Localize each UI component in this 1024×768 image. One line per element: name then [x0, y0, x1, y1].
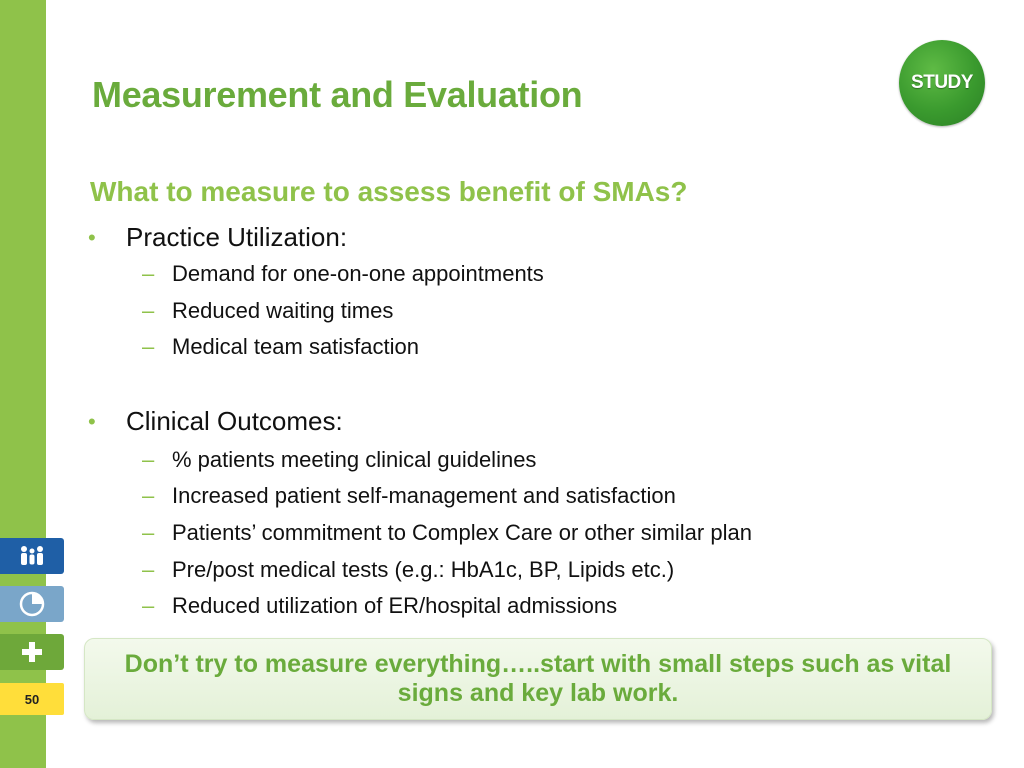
clock-icon-glyph	[19, 591, 45, 617]
sub-bullet	[142, 261, 544, 287]
sub-bullet	[142, 557, 674, 583]
dash: –	[142, 520, 155, 545]
sub-bullet	[142, 593, 617, 619]
sub-bullet	[142, 483, 676, 509]
sub-bullet-text: Reduced waiting times	[172, 298, 394, 323]
people-icon-glyph	[17, 544, 47, 568]
bullet-label: Practice Utilization:	[126, 222, 348, 252]
sub-bullet-text: Pre/post medical tests (e.g.: HbA1c, BP, Lipids etc.)	[172, 557, 675, 582]
sub-bullet	[142, 334, 419, 360]
bullet-label: Clinical Outcomes:	[126, 406, 343, 436]
bullet-dot: •	[88, 224, 96, 250]
clock-icon[interactable]	[0, 586, 64, 622]
dash: –	[142, 447, 155, 472]
dash: –	[142, 557, 155, 582]
study-logo	[899, 40, 985, 126]
bullet-practice-utilization	[88, 222, 347, 253]
dash: –	[142, 298, 155, 323]
dash: –	[142, 261, 155, 286]
sub-bullet-text: Medical team satisfaction	[172, 334, 419, 359]
sub-bullet-text: % patients meeting clinical guidelines	[172, 447, 537, 472]
sub-bullet	[142, 447, 536, 473]
people-icon[interactable]	[0, 538, 64, 574]
plus-icon-glyph	[20, 640, 44, 664]
logo-text: STUDY	[911, 72, 973, 93]
sub-bullet-text: Reduced utilization of ER/hospital admissions	[172, 593, 618, 618]
sub-bullet-text: Demand for one-on-one appointments	[172, 261, 544, 286]
slide-title: Measurement and Evaluation	[92, 74, 583, 115]
sub-bullet	[142, 298, 393, 324]
bullet-dot: •	[88, 408, 96, 434]
sub-bullet	[142, 520, 752, 546]
page-number: 50	[0, 683, 64, 715]
sub-bullet-text: Patients’ commitment to Complex Care or other similar plan	[172, 520, 752, 545]
sub-bullet-text: Increased patient self-management and satisfaction	[172, 483, 676, 508]
callout-text: Don’t try to measure everything…..start with small steps such as vital signs and key lab work.	[124, 650, 952, 707]
callout-box	[84, 638, 992, 720]
bullet-clinical-outcomes	[88, 406, 343, 437]
dash: –	[142, 334, 155, 359]
plus-icon[interactable]	[0, 634, 64, 670]
slide-subtitle: What to measure to assess benefit of SMAs?	[90, 176, 688, 207]
dash: –	[142, 483, 155, 508]
dash: –	[142, 593, 155, 618]
